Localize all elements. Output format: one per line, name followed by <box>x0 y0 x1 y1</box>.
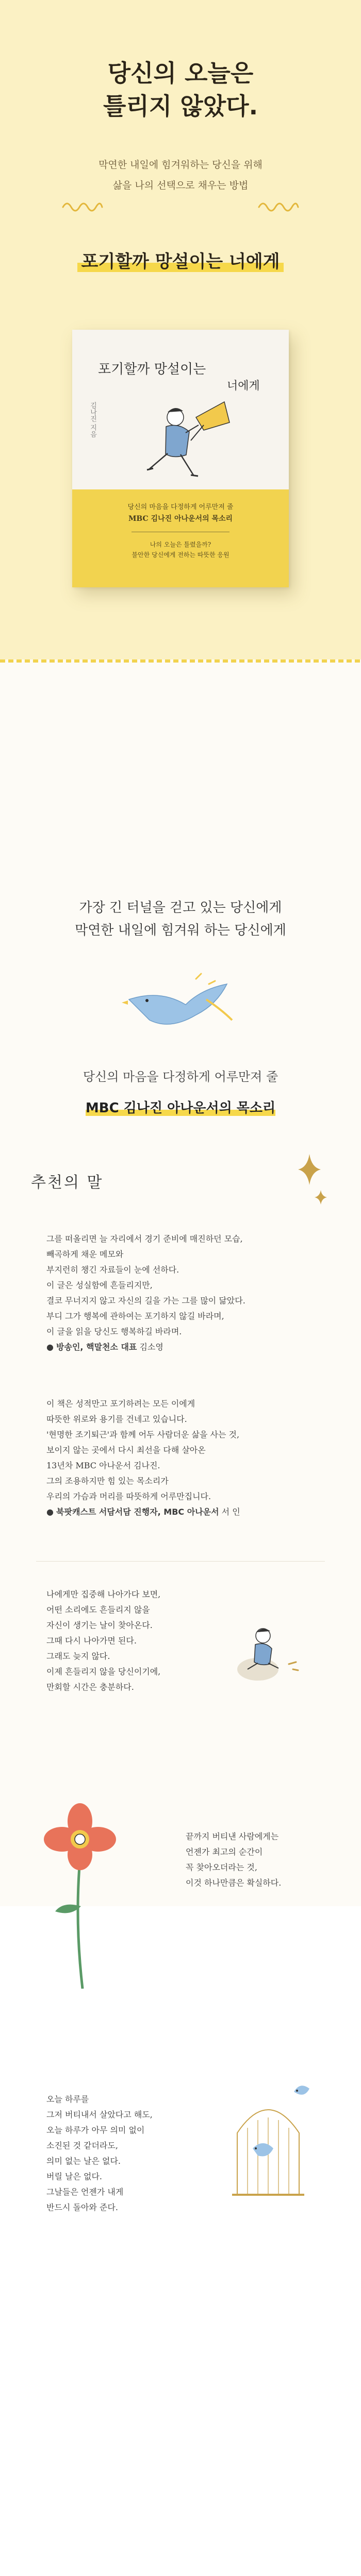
book-title: 포기할까 망설이는 <box>98 362 206 377</box>
para5-line: 버릴 날은 없다. <box>46 2172 102 2181</box>
band-line1: 당신의 마음을 다정하게 어루만져 줄 <box>127 503 234 511</box>
para5-line: 오늘 하루가 아무 의미 없이 <box>46 2125 145 2135</box>
para4-line: 끝까지 버티낸 사람에게는 <box>186 1832 279 1841</box>
para3-line: 나에게만 집중해 나아가다 보면, <box>46 1589 161 1599</box>
rec2-author-role: 북팟캐스트 서담서담 진행자, MBC 아나운서 <box>56 1507 219 1517</box>
rec1-line: 부디 그가 행복에 관하여는 포기하지 않길 바라며, <box>46 1311 224 1321</box>
para5-line: 의미 없는 날은 없다. <box>46 2156 121 2166</box>
para4-line: 이것 하나만큼은 확실하다. <box>186 1878 282 1888</box>
rec1-author: ● 방송인, 핵말천소 대표 김소영 <box>46 1342 163 1352</box>
rec2-line: 13년차 MBC 아나운서 김나진. <box>46 1461 160 1470</box>
para5-line: 그저 버티내서 살았다고 해도, <box>46 2110 153 2120</box>
paragraph-5 <box>46 2092 153 2215</box>
hero-sub-line2: 삶을 나의 선택으로 채우는 방법 <box>112 180 249 191</box>
para3-line: 자신이 생기는 날이 찾아온다. <box>46 1620 153 1630</box>
book-title-2: 너에게 <box>227 380 260 393</box>
para3-line: 만회할 시간은 충분하다. <box>46 1682 134 1692</box>
rec1-line: 이 글을 읽을 당신도 행복하길 바라며. <box>46 1327 182 1336</box>
recommendation-2 <box>46 1396 240 1520</box>
rec1-line: 빼곡하게 채운 메모와 <box>46 1249 124 1259</box>
hero-sub-line1: 막연한 내일에 힘겨워하는 당신을 위해 <box>99 159 262 171</box>
head-line2: 막연한 내일에 힘겨워 하는 당신에게 <box>75 923 286 938</box>
section-mid: 당신의 마음을 다정하게 어루만져 줄 <box>83 1070 278 1084</box>
rec1-line: 그를 떠올리면 늘 자리에서 경기 준비에 매진하던 모습, <box>46 1234 243 1244</box>
sparkle-icon <box>289 1154 330 1211</box>
rec1-line: 부지런히 챙긴 자료들이 눈에 선하다. <box>46 1265 179 1275</box>
hero-subtitle <box>0 155 361 196</box>
band-line2: MBC 김나진 아나운서의 목소리 <box>128 515 233 523</box>
para3-line: 어떤 소리에도 흔들리지 않을 <box>46 1605 150 1615</box>
para4-line: 언젠가 최고의 순간이 <box>186 1847 263 1857</box>
rec1-line: 결코 무너지지 않고 자신의 길을 가는 그를 많이 닮았다. <box>46 1296 245 1306</box>
book-cover <box>72 330 289 587</box>
rec2-author-name: 서 인 <box>221 1507 240 1517</box>
para5-line: 반드시 돌아와 준다. <box>46 2202 118 2212</box>
rec1-line: 이 글은 성실함에 흔들리지만, <box>46 1280 153 1290</box>
recommendation-section <box>0 659 361 1906</box>
flower-illustration <box>31 1803 134 1989</box>
rec2-line: 우리의 가슴과 머리를 따뜻하게 어루만집니다. <box>46 1492 211 1501</box>
recommendation-1 <box>46 1231 245 1355</box>
hero-section <box>0 0 361 659</box>
section-bold <box>0 1097 361 1116</box>
recommendation-title: 추천의 말 <box>31 1174 104 1192</box>
rec1-author-name: 김소영 <box>139 1342 163 1352</box>
para3-line: 그래도 늦지 않다. <box>46 1651 110 1661</box>
squiggle-right-icon <box>258 201 299 213</box>
rec2-line: 보이지 않는 곳에서 다시 최선을 다해 살아온 <box>46 1445 206 1455</box>
rec2-line: 그의 조용하지만 힘 있는 목소리가 <box>46 1476 169 1486</box>
rec1-author-role: 방송인, 핵말천소 대표 <box>56 1342 137 1352</box>
para5-line: 소진된 것 같더라도, <box>46 2141 118 2150</box>
rec2-line: '현명한 조기퇴근'과 함께 어두 사람더운 삶을 사는 것, <box>46 1430 240 1439</box>
section-bold-text: MBC 김나진 아나운서의 목소리 <box>85 1100 276 1116</box>
section-heading <box>0 896 361 942</box>
book-author: 김나진 지음 <box>89 402 96 438</box>
bird-illustration <box>119 969 248 1046</box>
hero-title <box>0 57 361 123</box>
para3-line: 그때 다시 나아가면 된다. <box>46 1636 137 1646</box>
dashed-border <box>0 659 361 663</box>
rec2-line: 이 책은 성적만고 포기하려는 모든 이에게 <box>46 1399 195 1409</box>
para5-line: 그날들은 언젠가 내게 <box>46 2187 124 2197</box>
paragraph-4 <box>186 1829 281 1891</box>
para4-line: 꼭 찾아오더라는 것, <box>186 1862 257 1872</box>
divider <box>36 1561 325 1562</box>
hero-title-line2: 틀리지 않았다. <box>103 92 258 120</box>
head-line1: 가장 긴 터널을 걷고 있는 당신에게 <box>79 900 282 916</box>
person-sitting-illustration <box>227 1607 315 1685</box>
band-line3: 나의 오늘은 틀렸을까? <box>150 541 211 548</box>
hero-banner-text: 포기할까 망설이는 너에게 <box>77 251 284 272</box>
band-line4: 불안한 당신에게 전하는 따뜻한 응원 <box>132 551 229 558</box>
paragraph-3 <box>46 1587 160 1695</box>
rec2-author: ● 북팟캐스트 서담서담 진행자, MBC 아나운서 서 인 <box>46 1507 240 1517</box>
para3-line: 이제 흔들리지 않을 당신이기에, <box>46 1667 161 1676</box>
squiggle-left-icon <box>62 201 103 213</box>
hero-title-line1: 당신의 오늘은 <box>107 59 254 87</box>
book-band <box>72 489 289 587</box>
hero-banner <box>0 247 361 273</box>
para5-line: 오늘 하루를 <box>46 2094 89 2104</box>
birdcage-illustration <box>217 2071 320 2205</box>
rec2-line: 따뜻한 위로와 용기를 건네고 있습니다. <box>46 1414 187 1424</box>
running-person-illustration <box>119 386 242 489</box>
